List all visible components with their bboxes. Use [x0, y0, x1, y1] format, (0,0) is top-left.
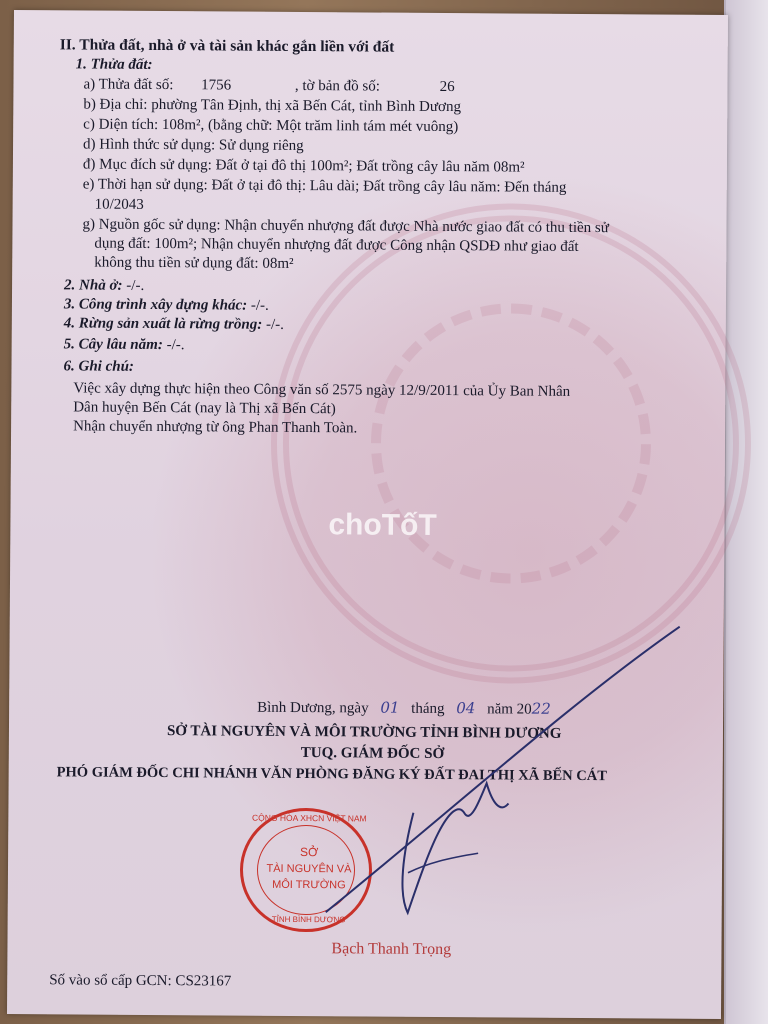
certificate-page — [7, 10, 728, 1019]
date-day: 01 — [380, 698, 400, 717]
seal-bottom-text: TỈNH BÌNH DƯƠNG — [271, 914, 346, 925]
land-use-term-2: 10/2043 — [94, 196, 144, 213]
land-use-purpose: đ) Mục đích sử dụng: Đất ở tại đô thị 100m²; Đất trồng cây lâu năm 08m² — [82, 156, 525, 176]
date-month-label: tháng — [411, 700, 445, 718]
signer-name: Bạch Thanh Trọng — [331, 940, 452, 959]
map-sheet-label: , tờ bản đồ số: — [294, 77, 380, 95]
notes-line-2: Dân huyện Bến Cát (nay là Thị xã Bến Cát) — [73, 399, 336, 418]
gcn-registry-number: Số vào sổ cấp GCN: CS23167 — [49, 972, 232, 990]
section-title: II. Thửa đất, nhà ở và tài sản khác gắn liền với đất — [59, 36, 395, 56]
land-origin-3: không thu tiền sử dụng đất: 08m² — [94, 254, 294, 272]
notes-line-3: Nhận chuyển nhượng từ ông Phan Thanh Toàn. — [73, 418, 358, 437]
date-year: 22 — [531, 699, 551, 718]
land-heading: 1. Thửa đất: — [75, 56, 153, 73]
construction-value: -/-. — [247, 297, 269, 314]
perennial-value: -/-. — [162, 337, 185, 354]
seal-line-1: SỞ — [299, 845, 319, 860]
construction-label: 3. Công trình xây dựng khác: — [63, 296, 248, 314]
date-month: 04 — [456, 699, 476, 718]
forest-value: -/-. — [262, 316, 284, 333]
map-sheet-value: 26 — [439, 78, 455, 96]
house-label: 2. Nhà ở: — [64, 277, 123, 294]
issuing-agency: SỞ TÀI NGUYÊN VÀ MÔI TRƯỜNG TỈNH BÌNH DƯƠNG — [166, 723, 562, 742]
date-prefix: Bình Dương, ngày — [257, 699, 369, 717]
handwritten-signature — [7, 10, 728, 1019]
notes-label: 6. Ghi chú: — [63, 358, 135, 375]
house-value: -/-. — [122, 277, 145, 294]
seal-ring-text: CỘNG HÒA XHCN VIỆT NAM — [252, 812, 367, 824]
land-area: c) Diện tích: 108m², (bằng chữ: Một trăm linh tám mét vuông) — [83, 116, 459, 136]
notes-line-1: Việc xây dựng thực hiện theo Công văn số 2575 ngày 12/9/2011 của Ủy Ban Nhân — [73, 380, 571, 400]
parcel-number-value: 1756 — [201, 77, 232, 94]
land-use-form: d) Hình thức sử dụng: Sử dụng riêng — [83, 136, 304, 155]
land-use-term-1: e) Thời hạn sử dụng: Đất ở tại đô thị: Lâu dài; Đất trồng cây lâu năm: Đến tháng — [82, 176, 567, 196]
forest-label: 4. Rừng sản xuất là rừng trồng: — [63, 315, 263, 333]
chotot-watermark: choTốT — [328, 508, 437, 542]
seal-line-3: MÔI TRƯỜNG — [272, 878, 346, 892]
date-year-label: năm 20 — [487, 701, 532, 718]
land-address: b) Địa chỉ: phường Tân Định, thị xã Bến Cát, tỉnh Bình Dương — [83, 96, 462, 116]
land-origin-1: g) Nguồn gốc sử dụng: Nhận chuyển nhượng đất được Nhà nước giao đất có thu tiền sử — [82, 216, 609, 237]
signer-title: PHÓ GIÁM ĐỐC CHI NHÁNH VĂN PHÒNG ĐĂNG KÝ ĐẤT ĐAI THỊ XÃ BẾN CÁT — [56, 764, 607, 785]
authorization-line: TUQ. GIÁM ĐỐC SỞ — [300, 745, 445, 763]
parcel-number-label: a) Thửa đất số: — [83, 76, 174, 94]
perennial-label: 5. Cây lâu năm: — [63, 336, 163, 354]
land-origin-2: dụng đất: 100m²; Nhận chuyển nhượng đất được Công nhận QSDĐ như giao đất — [94, 235, 579, 255]
seal-line-2: TÀI NGUYÊN VÀ — [266, 862, 352, 876]
